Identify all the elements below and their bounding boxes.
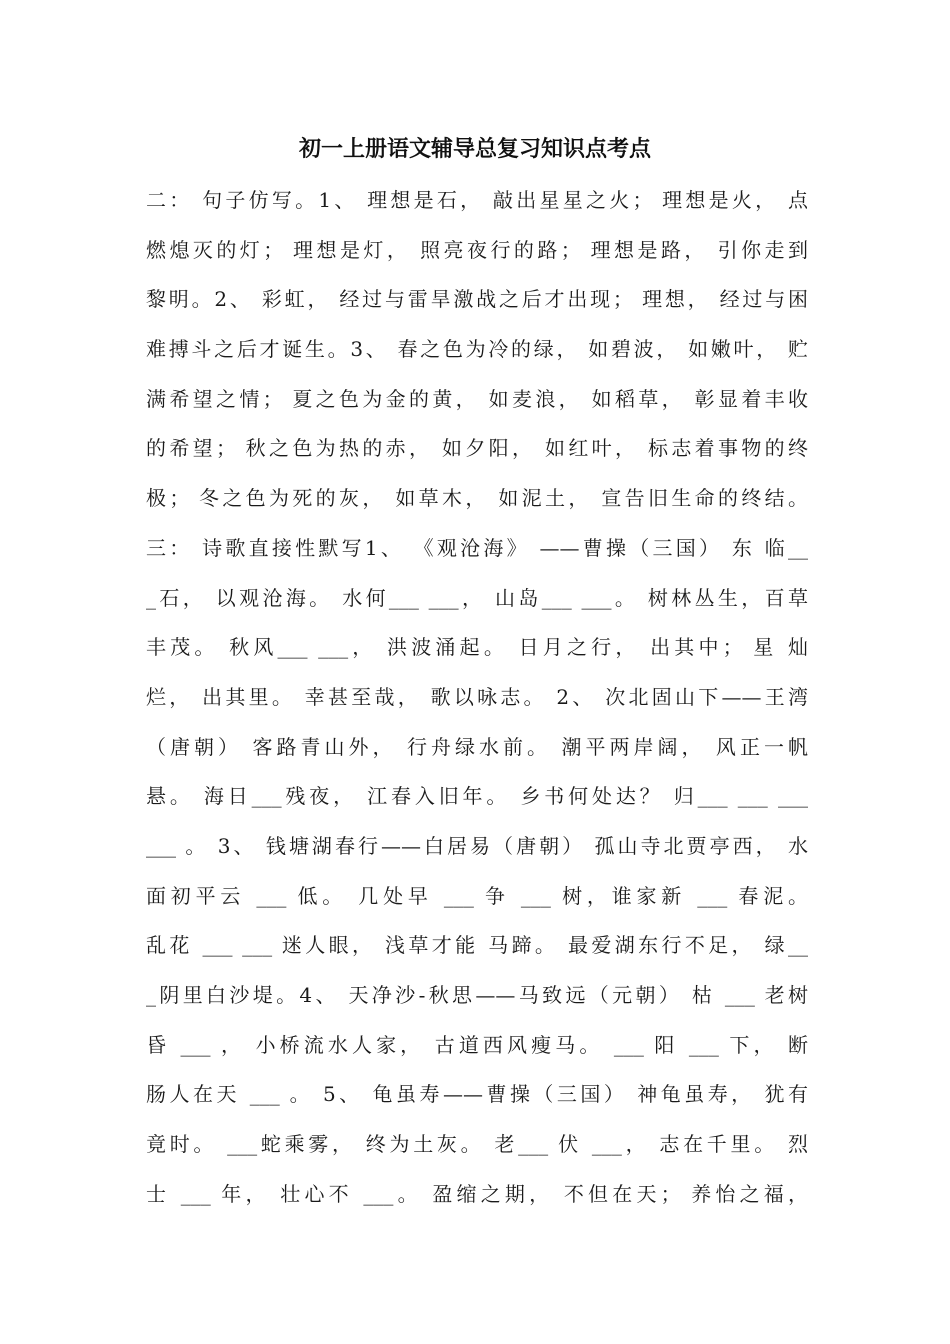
text-line: 难搏斗之后才诞生。3、 春之色为冷的绿， 如碧波， 如嫩叶， 贮 [146,337,808,362]
text-line: 肠人在天 ___ 。 5、 龟虽寿——曹操（三国） 神龟虽寿， 犹有 [146,1082,808,1107]
text-line: 丰茂。 秋风___ ___， 洪波涌起。 日月之行， 出其中； 星 灿 [146,635,808,660]
text-line: 满希望之情； 夏之色为金的黄， 如麦浪， 如稻草， 彰显着丰收 [146,386,808,411]
text-line: （唐朝） 客路青山外， 行舟绿水前。 潮平两岸阔， 风正一帆 [146,734,808,759]
text-line: 面初平云 ___ 低。 几处早 ___ 争 ___ 树，谁家新 ___ 春泥。 [146,883,808,908]
text-line: 乱花 ___ ___ 迷人眼， 浅草才能 马蹄。 最爱湖东行不足， 绿__ [146,933,808,958]
text-line: 竟时。 ___蛇乘雾， 终为土灰。 老___ 伏 ___， 志在千里。 烈 [146,1132,808,1157]
text-line: _石， 以观沧海。 水何___ ___， 山岛___ ___。 树林丛生，百草 [146,585,808,610]
document-title: 初一上册语文辅导总复习知识点考点 [298,137,651,162]
document-body [146,183,808,1226]
text-line: 燃熄灭的灯； 理想是灯， 照亮夜行的路； 理想是路， 引你走到 [146,237,808,262]
text-line: 的希望； 秋之色为热的赤， 如夕阳， 如红叶， 标志着事物的终 [146,436,808,461]
text-line: 烂， 出其里。 幸甚至哉， 歌以咏志。 2、 次北固山下——王湾 [146,684,808,709]
text-line: 黎明。2、 彩虹， 经过与雷旱激战之后才出现； 理想， 经过与困 [146,287,808,312]
text-line: 悬。 海日___残夜， 江春入旧年。 乡书何处达？ 归___ ___ ___ [146,784,808,809]
text-line: 三： 诗歌直接性默写1、 《观沧海》 ——曹操（三国） 东 临__ [146,535,808,560]
text-line: _阴里白沙堤。4、 天净沙-秋思——马致远（元朝） 枯 ___ 老树 [146,983,808,1007]
text-line: 二： 句子仿写。1、 理想是石， 敲出星星之火； 理想是火， 点 [146,188,808,212]
text-line: 士 ___ 年， 壮心不 ___。 盈缩之期， 不但在天； 养怡之福， [146,1181,808,1206]
text-line: ___ 。 3、 钱塘湖春行——白居易（唐朝） 孤山寺北贾亭西， 水 [146,833,808,858]
text-line: 极； 冬之色为死的灰， 如草木， 如泥土， 宣告旧生命的终结。 [146,486,808,511]
text-line: 昏 ___ ， 小桥流水人家， 古道西风瘦马。 ___ 阳 ___ 下， 断 [146,1032,808,1057]
